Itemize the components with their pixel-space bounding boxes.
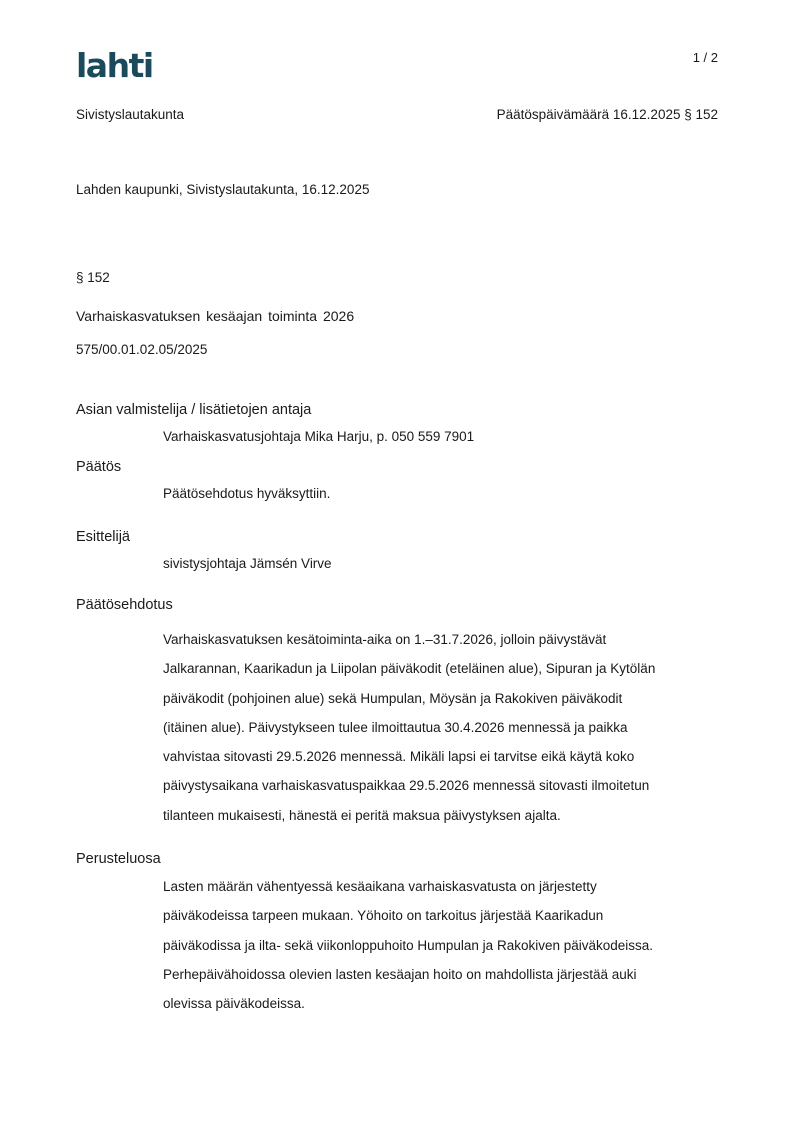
proposal-text [163, 625, 723, 830]
rationale-line: päiväkodeissa tarpeen mukaan. Yöhoito on tarkoitus järjestää Kaarikadun [163, 908, 604, 924]
rationale-text [163, 872, 723, 1018]
rationale-line: olevissa päiväkodeissa. [163, 996, 305, 1012]
proposal-line: vahvistaa sitovasti 29.5.2026 mennessä. Mikäli lapsi ei tarvitse eikä käytä koko [163, 749, 635, 765]
rationale-line: Perhepäivähoidossa olevien lasten kesäajan hoito on mahdollista järjestää auki [163, 966, 637, 982]
proposal-line: Jalkarannan, Kaarikadun ja Liipolan päiväkodit (eteläinen alue), Sipuran ja Kytölän [163, 661, 656, 677]
organization-name: Sivistyslautakunta [76, 107, 185, 122]
decision-value: Päätösehdotus hyväksyttiin. [163, 486, 331, 501]
presenter-label: Esittelijä [76, 529, 130, 545]
proposal-line: päivystysaikana varhaiskasvatuspaikkaa 29.5.2026 mennessä sitovasti ilmoitetun [163, 778, 650, 794]
proposal-line: päiväkodit (pohjoinen alue) sekä Humpulan, Möysän ja Rakokiven päiväkodit [163, 690, 623, 706]
proposal-line: (itäinen alue). Päivystykseen tulee ilmoittautua 30.4.2026 mennessä ja paikka [163, 719, 628, 735]
decision-label: Päätös [76, 459, 122, 475]
logo-text: lahti [76, 48, 153, 82]
presenter-value: sivistysjohtaja Jämsén Virve [163, 556, 332, 571]
preparer-label: Asian valmistelija / lisätietojen antaja [76, 402, 312, 418]
decision-date: Päätöspäivämäärä 16.12.2025 § 152 [496, 107, 718, 122]
proposal-label: Päätösehdotus [76, 597, 173, 613]
rationale-line: Lasten määrän vähentyessä kesäaikana varhaiskasvatusta on järjestetty [163, 879, 597, 894]
diary-number: 575/00.01.02.05/2025 [76, 342, 208, 357]
meeting-info: Lahden kaupunki, Sivistyslautakunta, 16.12.2025 [76, 182, 370, 197]
preparer-value: Varhaiskasvatusjohtaja Mika Harju, p. 050 559 7901 [163, 429, 475, 444]
rationale-label: Perusteluosa [76, 851, 161, 867]
page-number: 1 / 2 [692, 50, 718, 65]
document-title: Varhaiskasvatuksen kesäajan toiminta 2026 [76, 308, 355, 324]
rationale-line: päiväkodissa ja ilta- sekä viikonloppuhoito Humpulan ja Rakokiven päiväkodeissa. [163, 937, 654, 953]
proposal-line: Varhaiskasvatuksen kesätoiminta-aika on 1.–31.7.2026, jolloin päivystävät [163, 632, 607, 647]
section-number: § 152 [76, 270, 110, 285]
lahti-logo [76, 48, 168, 82]
proposal-line: tilanteen mukaisesti, hänestä ei peritä maksua päivystyksen ajalta. [163, 807, 561, 823]
